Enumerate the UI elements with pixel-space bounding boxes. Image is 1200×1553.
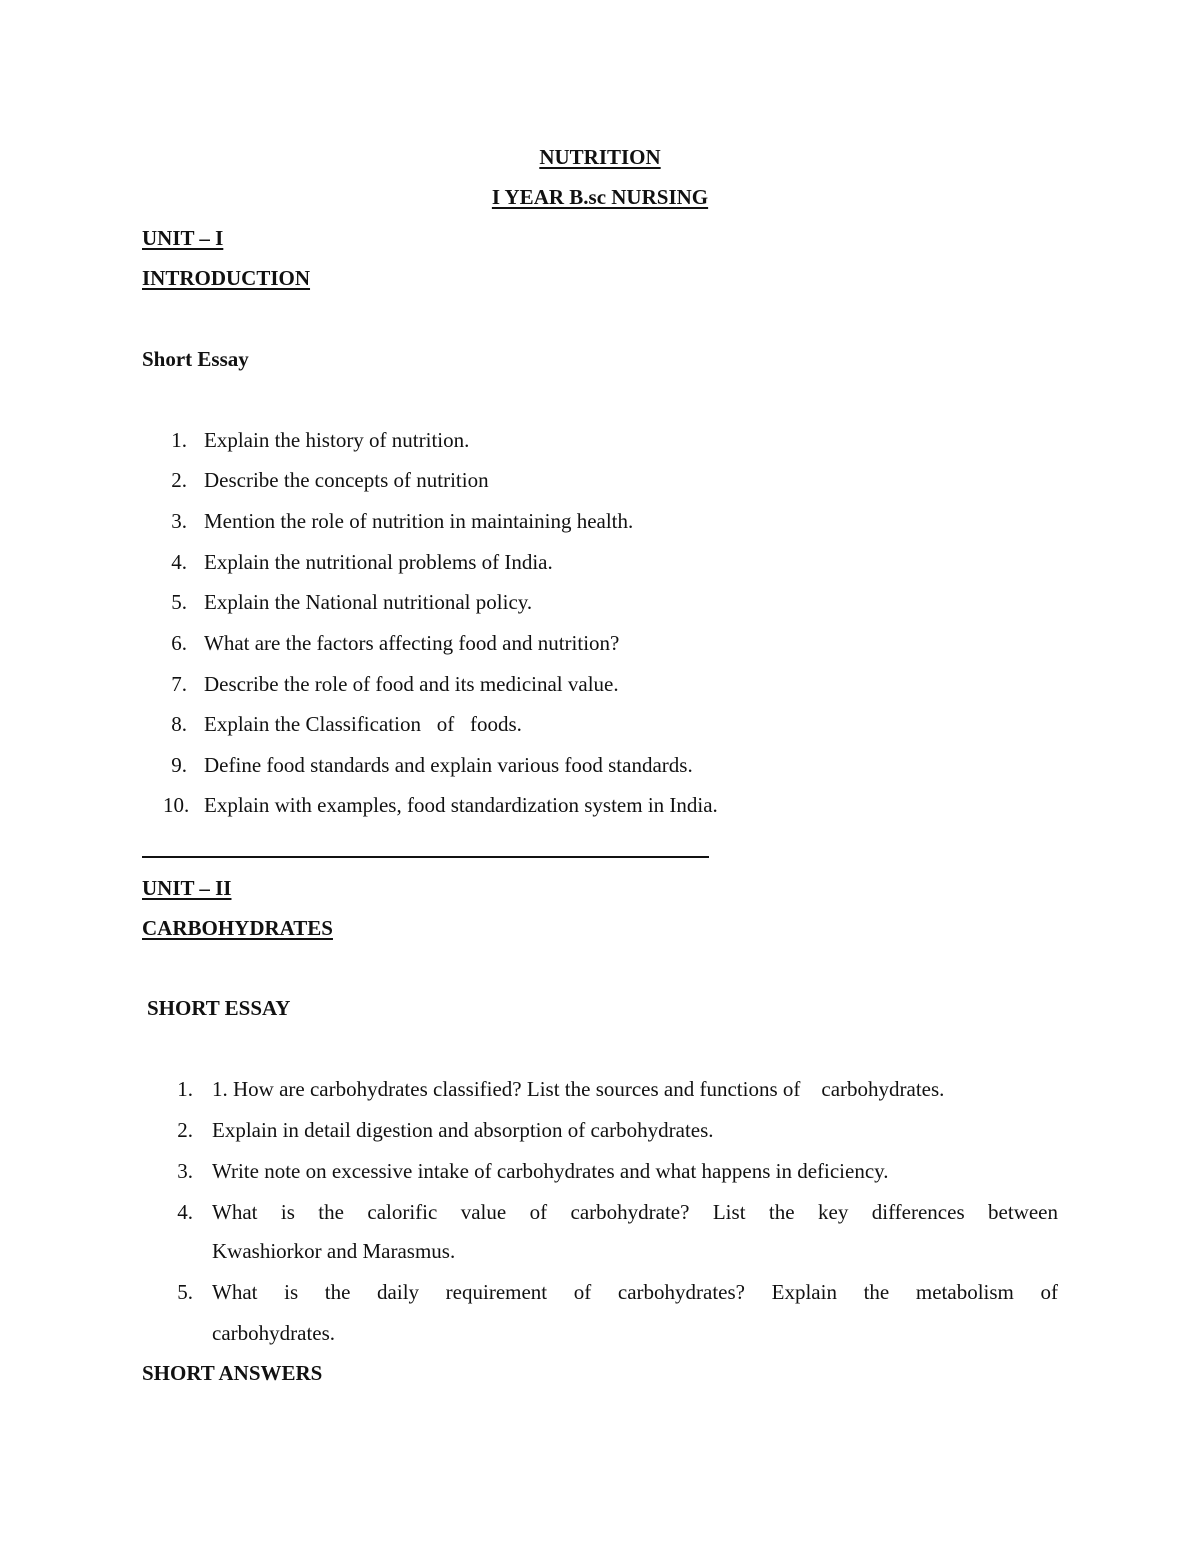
unit1-label: UNIT – I	[142, 226, 224, 250]
unit1-q2-text: Describe the concepts of nutrition	[204, 468, 489, 492]
unit1-q2-number: 2.	[171, 468, 187, 492]
unit1-q8-number: 8.	[171, 712, 187, 736]
unit1-q1-number: 1.	[171, 428, 187, 452]
unit1-q6-number: 6.	[171, 631, 187, 655]
document-title: NUTRITION	[539, 145, 661, 169]
unit1-q5-text: Explain the National nutritional policy.	[204, 590, 533, 614]
unit1-q6-text: What are the factors affecting food and nutrition?	[204, 631, 620, 655]
unit2-q4-text-line2: Kwashiorkor and Marasmus.	[212, 1239, 456, 1263]
unit2-label: UNIT – II	[142, 876, 232, 900]
unit2-section-heading: SHORT ESSAY	[147, 996, 291, 1020]
unit1-q9-number: 9.	[171, 753, 187, 777]
unit1-q8-text: Explain the Classification of foods.	[204, 712, 522, 736]
unit1-q9-text: Define food standards and explain various food standards.	[204, 753, 693, 777]
unit1-q10-text: Explain with examples, food standardization system in India.	[204, 793, 718, 817]
unit1-q5-number: 5.	[171, 590, 187, 614]
unit2-q5-text-line2: carbohydrates.	[212, 1321, 336, 1345]
unit2-q3-text: Write note on excessive intake of carbohydrates and what happens in deficiency.	[212, 1159, 889, 1183]
document-subtitle: I YEAR B.sc NURSING	[491, 185, 709, 209]
unit2-q5-number: 5.	[177, 1280, 193, 1304]
section-divider	[142, 856, 709, 858]
unit2-q4-text-line1: What is the calorific value of carbohydrate? List the key differences between	[212, 1200, 1058, 1224]
unit1-name: INTRODUCTION	[142, 266, 311, 290]
unit2-q3-number: 3.	[177, 1159, 193, 1183]
unit2-q1-text: 1. How are carbohydrates classified? List the sources and functions of carbohydrates.	[212, 1077, 945, 1101]
unit2-q1-number: 1.	[177, 1077, 193, 1101]
unit1-q3-number: 3.	[171, 509, 187, 533]
unit1-q7-text: Describe the role of food and its medicinal value.	[204, 672, 619, 696]
unit2-q2-number: 2.	[177, 1118, 193, 1142]
unit1-q1-text: Explain the history of nutrition.	[204, 428, 470, 452]
unit1-section-heading: Short Essay	[142, 347, 249, 371]
unit1-q4-number: 4.	[171, 550, 187, 574]
unit2-next-heading: SHORT ANSWERS	[142, 1361, 323, 1385]
unit2-q4-number: 4.	[177, 1200, 193, 1224]
unit1-q10-number: 10.	[163, 793, 190, 817]
unit1-q4-text: Explain the nutritional problems of India.	[204, 550, 553, 574]
unit2-q5-text-line1: What is the daily requirement of carbohydrates? Explain the metabolism of	[212, 1280, 1058, 1304]
unit2-q2-text: Explain in detail digestion and absorption of carbohydrates.	[212, 1118, 714, 1142]
unit1-q7-number: 7.	[171, 672, 187, 696]
unit1-q3-text: Mention the role of nutrition in maintaining health.	[204, 509, 634, 533]
unit2-name: CARBOHYDRATES	[142, 916, 333, 940]
